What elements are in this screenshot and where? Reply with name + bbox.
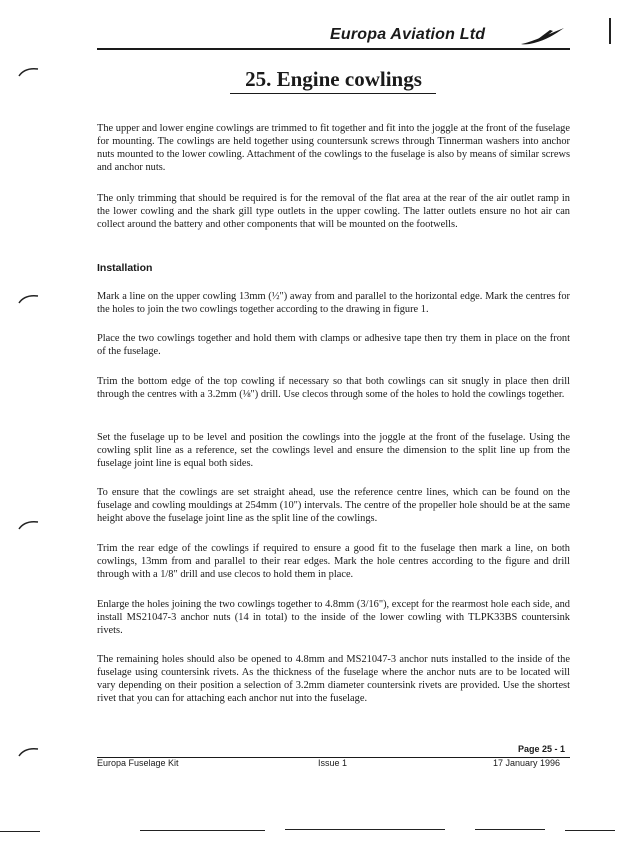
step-paragraph: Trim the bottom edge of the top cowling if necessary so that both cowlings can sit snugly in place then drill through the centres with a 3.2mm (⅛") drill. Use clecos through some of the holes to hold the cowlings together. [97,376,570,400]
step-paragraph: Set the fuselage up to be level and position the cowlings into the joggle at the front of the fuselage. Using the cowling split line as a reference, set the cowlings level and ensure the dimension to the split line up from the fuselage joint line is equal both sides. [97,432,570,469]
binder-hole-mark [18,293,40,305]
title-underline [230,93,436,94]
step-paragraph: Trim the rear edge of the cowlings if required to ensure a good fit to the fuselage then mark a line, on both cowlings, 13mm from and parallel to their rear edges. Mark the hole centres according to the figure and drill through with a 1/8" drill and use clecos to hold them in place. [97,543,570,580]
scan-edge-line [565,830,615,831]
step-paragraph: Enlarge the holes joining the two cowlings together to 4.8mm (3/16"), except for the rearmost hole each side, and install MS21047-3 anchor nuts (14 in total) to the inside of the lower cowling with TLPK33BS countersink rivets. [97,599,570,636]
step-paragraph: Place the two cowlings together and hold them with clamps or adhesive tape then try them in place on the front of the fuselage. [97,333,570,357]
scan-edge-mark [609,18,611,44]
company-name: Europa Aviation Ltd [330,26,486,43]
step-paragraph: The remaining holes should also be opened to 4.8mm and MS21047-3 anchor nuts installed to the inside of the fuselage using countersink rivets. As the thickness of the fuselage where the anchor nuts are to be located will vary depending on their position a selection of 3.2mm diameter countersink rivets are provided. Use the shortest rivet that you can for attaching each anchor nut into the fuselage. [97,654,570,704]
page-number: Page 25 - 1 [518,744,566,754]
footer-kit-name: Europa Fuselage Kit [97,758,179,768]
footer-issue: Issue 1 [318,758,348,768]
intro-paragraph: The only trimming that should be required is for the removal of the flat area at the rear of the air outlet ramp in the lower cowling and the shark gill type outlets in the upper cowling. The latter outlets ensure no hot air can collect around the battery and other components that will be mounted on the footwells. [97,193,570,230]
step-paragraph: Mark a line on the upper cowling 13mm (½") away from and parallel to the horizontal edge. Mark the centres for the holes to join the two cowlings together according to the drawing in figure 1. [97,291,570,315]
aircraft-swoosh-icon [520,26,566,48]
header-rule [97,48,570,50]
scan-edge-line [140,830,265,831]
scan-edge-line [0,831,40,832]
section-heading: Installation [97,262,153,274]
footer-date: 17 January 1996 [493,758,561,768]
binder-hole-mark [18,66,40,78]
binder-hole-mark [18,746,40,758]
scan-edge-line [285,829,445,830]
page-title: 25. Engine cowlings [245,67,422,91]
binder-hole-mark [18,519,40,531]
step-paragraph: To ensure that the cowlings are set straight ahead, use the reference centre lines, which can be found on the fuselage and cowling mouldings at 254mm (10") intervals. The centre of the propeller hole should be at the same height above the fuselage joint line as the split line of the cowlings. [97,487,570,524]
intro-paragraph: The upper and lower engine cowlings are trimmed to fit together and fit into the joggle at the front of the fuselage for mounting. The cowlings are held together using countersunk screws through Tinnerman washers into anchor nuts mounted to the lower cowling. Attachment of the cowlings to the fuselage is also by means of similar screws and anchor nuts. [97,123,570,173]
scan-edge-line [475,829,545,830]
